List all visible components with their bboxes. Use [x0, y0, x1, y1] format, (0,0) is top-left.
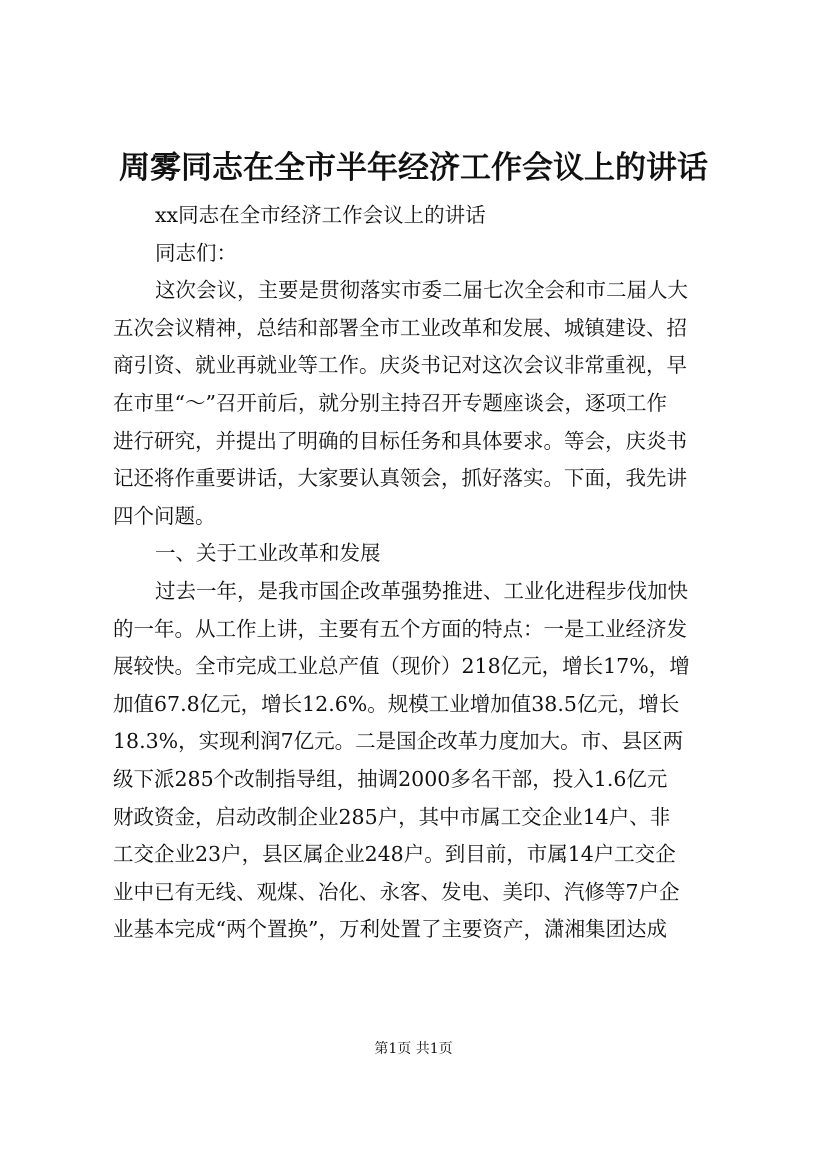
page-footer: 第1页 共1页 — [374, 1041, 453, 1057]
body-line-5: 商引资、就业再就业等工作。庆炎书记对这次会议非常重视，早 — [113, 353, 687, 378]
body-line-17: 财政资金，启动改制企业285户，其中市属工交企业14户、非 — [113, 804, 671, 829]
body-line-15: 18.3%，实现利润7亿元。二是国企改革力度加大。市、县区两 — [113, 729, 684, 754]
body-line-7: 进行研究，并提出了明确的目标任务和具体要求。等会，庆炎书 — [113, 428, 687, 453]
body-line-9: 四个问题。 — [113, 503, 216, 528]
body-line-20: 业基本完成“两个置换”，万利处置了主要资产，潇湘集团达成 — [113, 917, 667, 942]
body-line-1: xx同志在全市经济工作会议上的讲话 — [155, 203, 486, 227]
body-line-4: 五次会议精神，总结和部署全市工业改革和发展、城镇建设、招 — [113, 315, 687, 340]
body-line-6: 在市里“～”召开前后，就分别主持召开专题座谈会，逐项工作 — [113, 390, 667, 415]
body-line-2: 同志们： — [155, 240, 237, 265]
body-line-18: 工交企业23户，县区属企业248户。到目前，市属14户工交企 — [113, 842, 676, 867]
body-line-19: 业中已有无线、观煤、冶化、永客、发电、美印、汽修等7户企 — [113, 879, 680, 904]
body-line-11: 过去一年，是我市国企改革强势推进、工业化进程步伐加快 — [155, 578, 688, 603]
body-line-13: 展较快。全市完成工业总产值（现价）218亿元，增长17%，增 — [113, 654, 690, 679]
body-line-12: 的一年。从工作上讲，主要有五个方面的特点：一是工业经济发 — [113, 616, 687, 641]
body-line-14: 加值67.8亿元，增长12.6%。规模工业增加值38.5亿元，增长 — [113, 691, 680, 716]
document-title: 周雾同志在全市半年经济工作会议上的讲话 — [119, 150, 708, 186]
body-line-16: 级下派285个改制指导组，抽调2000多名干部，投入1.6亿元 — [113, 766, 668, 791]
section-heading-1: 一、关于工业改革和发展 — [155, 541, 381, 566]
document-body — [113, 197, 721, 949]
body-line-8: 记还将作重要讲话，大家要认真领会，抓好落实。下面，我先讲 — [113, 466, 687, 491]
body-line-3: 这次会议，主要是贯彻落实市委二届七次全会和市二届人大 — [155, 278, 688, 303]
